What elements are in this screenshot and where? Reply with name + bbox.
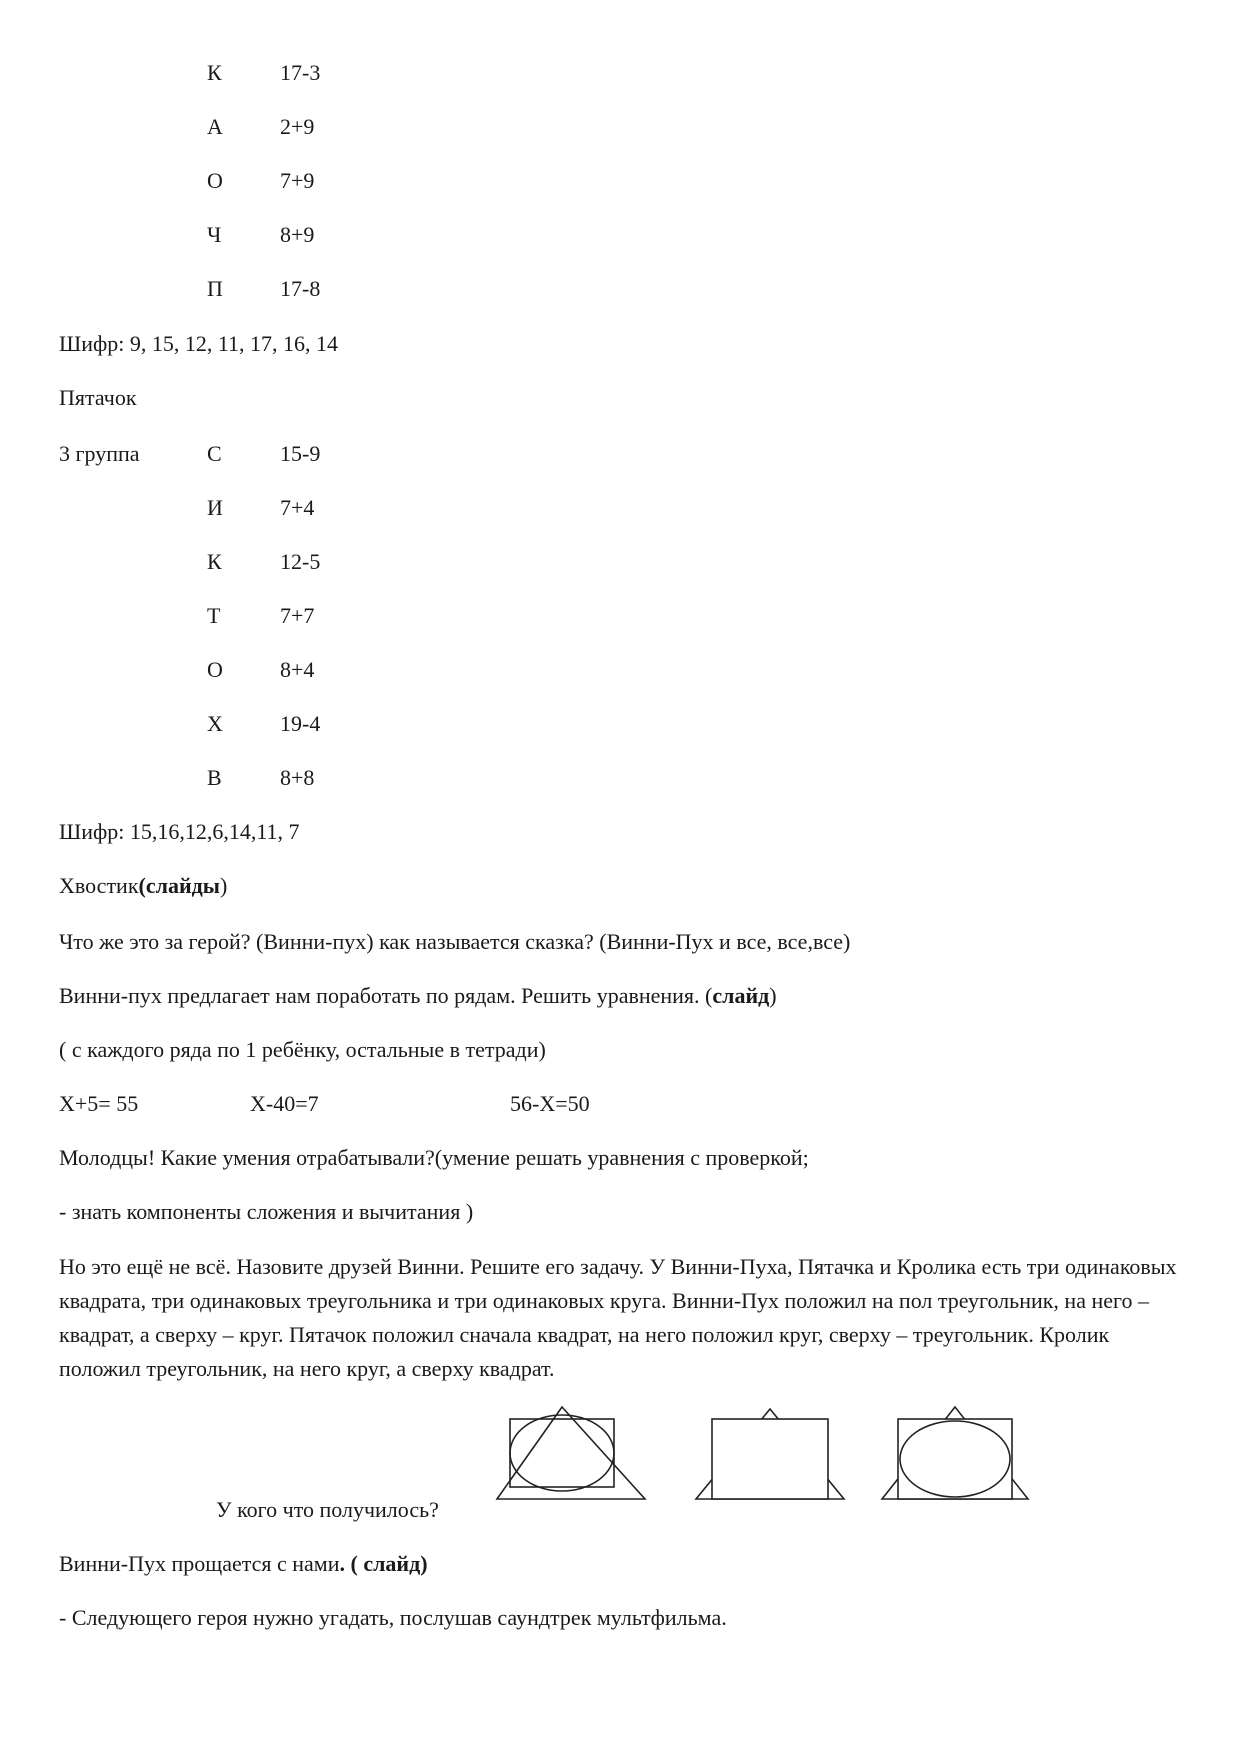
cipher-expression: 7+7 [280,603,315,628]
equations-intro: Винни-пух предлагает нам поработать по рядам. Решить уравнения. (слайд) [59,983,777,1008]
cipher-group2: Шифр: 9, 15, 12, 11, 17, 16, 14 [59,331,339,356]
question-line: Что же это за герой? (Винни-пух) как называется сказка? (Винни-Пух и все, все,все) [59,929,851,954]
cipher-letter: К [207,60,222,85]
cipher-letter: В [207,765,222,790]
cipher-letter: Х [207,711,223,736]
cipher-expression: 7+9 [280,168,315,193]
praise-line: Молодцы! Какие умения отрабатывали?(умение решать уравнения с проверкой; [59,1145,809,1170]
cipher-letter: А [207,114,223,139]
cipher-expression: 8+9 [280,222,315,247]
cipher-expression: 8+4 [280,657,315,682]
cipher-expression: 12-5 [280,549,321,574]
task-paragraph: Но это ещё не всё. Назовите друзей Винни. Решите его задачу. У Винни-Пуха, Пятачка и Кролика есть три одинаковых квадрата, три одинаковых треугольника и три одинаковых круга. Винни-Пух положил на пол треугольник, на него – квадрат, а сверху – круг. Пятачок положил сначала квадрат, на него положил круг, сверху – треугольник. Кролик положил треугольник, на него круг, а сверху квадрат. [59,1254,1177,1381]
farewell-line: Винни-Пух прощается с нами. ( слайд) [59,1551,428,1576]
cipher-letter: О [207,168,223,193]
group3-label: 3 группа [59,441,140,466]
cipher-expression: 15-9 [280,441,321,466]
cipher-letter: Ч [207,222,222,247]
cipher-letter: О [207,657,223,682]
answer-group2: Пятачок [59,385,137,410]
shapes-figure [490,1405,1040,1505]
cipher-letter: И [207,495,223,520]
equation-3: 56-Х=50 [510,1091,590,1116]
equation-1: Х+5= 55 [59,1091,139,1116]
cipher-letter: Т [207,603,221,628]
cipher-expression: 17-3 [280,60,321,85]
rows-note: ( с каждого ряда по 1 ребёнку, остальные в тетради) [59,1037,546,1062]
figure-piglet [696,1409,844,1499]
cipher-expression: 17-8 [280,276,321,301]
cipher-expression: 8+8 [280,765,315,790]
figure-winnie [497,1407,645,1499]
cipher-letter: П [207,276,223,301]
answer-group3: Хвостик(слайды) [59,873,228,898]
cipher-expression: 19-4 [280,711,321,736]
figure-question: У кого что получилось? [216,1497,439,1522]
skills-line: - знать компоненты сложения и вычитания ) [59,1199,474,1224]
equation-2: Х-40=7 [250,1091,319,1116]
cipher-letter: К [207,549,222,574]
cipher-group3: Шифр: 15,16,12,6,14,11, 7 [59,819,300,844]
next-hero-line: - Следующего героя нужно угадать, послушав саундтрек мультфильма. [59,1605,727,1630]
cipher-expression: 2+9 [280,114,315,139]
cipher-expression: 7+4 [280,495,315,520]
cipher-letter: С [207,441,222,466]
figure-rabbit [882,1407,1028,1499]
